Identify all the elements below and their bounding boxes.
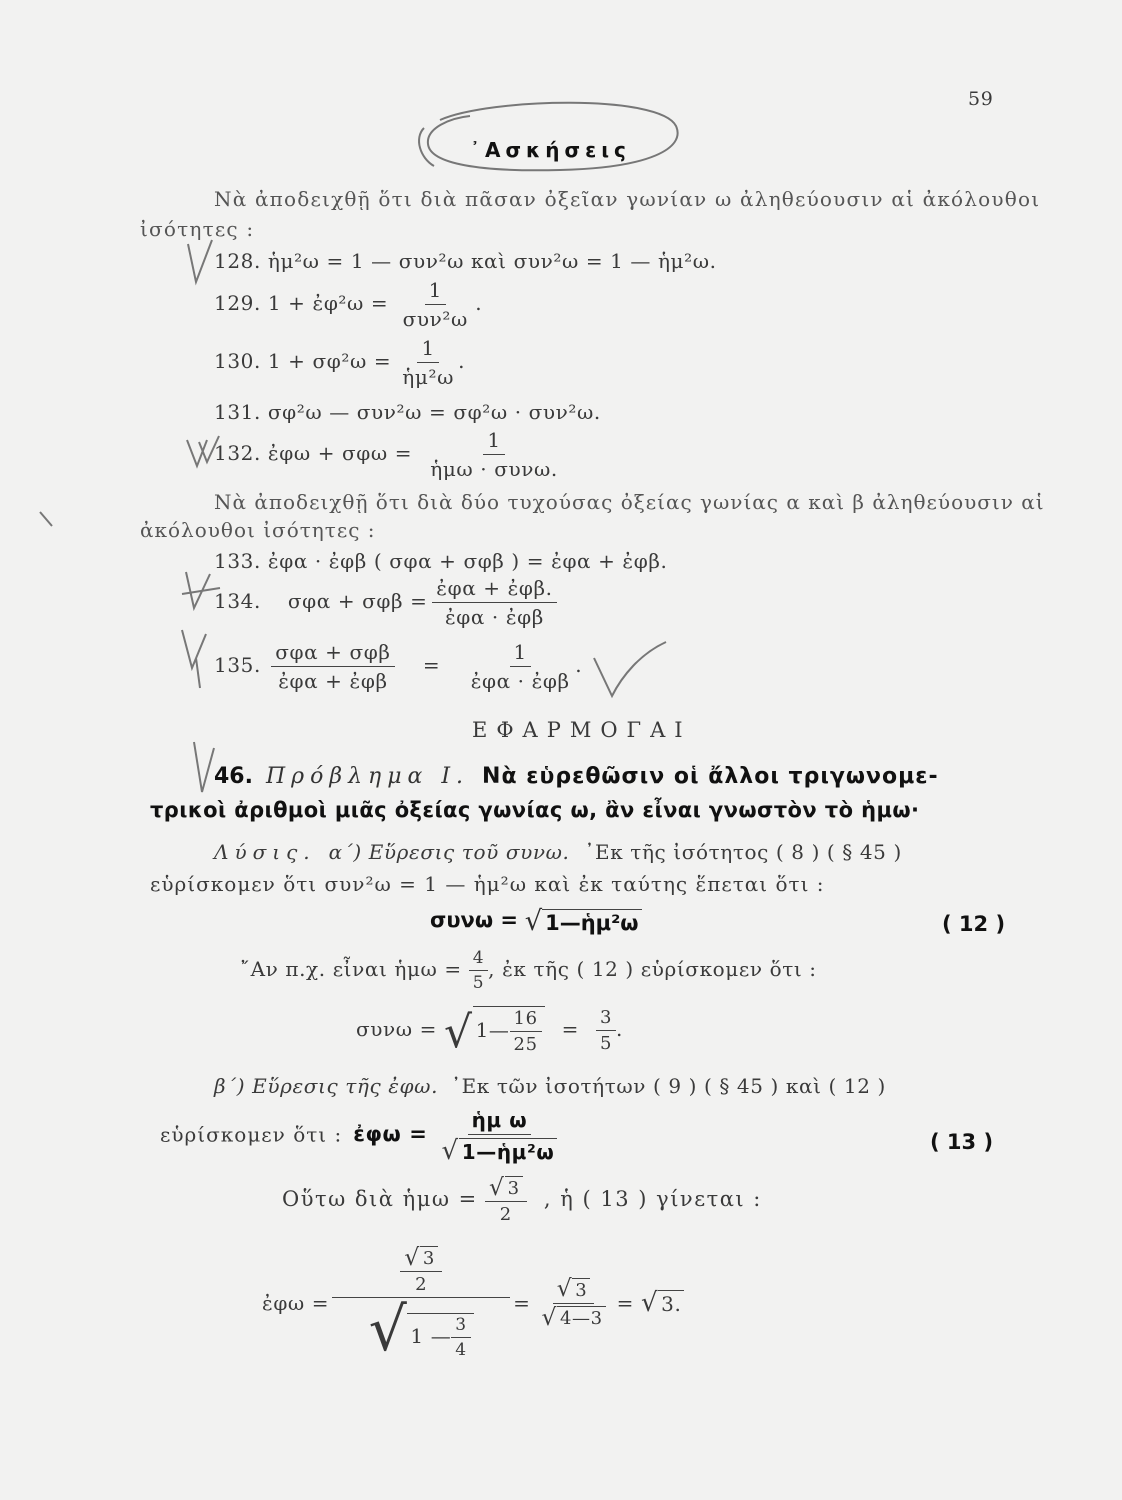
subsection-a-text: ᾿Εκ τῆς ἰσότητος ( 8 ) ( § 45 ) [584, 840, 902, 864]
period: . [575, 653, 583, 677]
radical-sign: √ [443, 1007, 473, 1058]
intro-text-2b: ἀκόλουθοι ἰσότητες : [140, 518, 376, 542]
pencil-stroke [38, 510, 58, 530]
denominator: ἐφα · ἐφβ [444, 605, 544, 629]
fraction-right [465, 640, 575, 693]
fraction [510, 1008, 542, 1055]
intro-text-1: Νὰ ἀποδειχθῇ ὅτι διὰ πᾶσαν ὀξεῖαν γωνίαν ω ἀληθεύουσιν αἱ ἀκόλουθοι [214, 187, 1041, 211]
numerator: ἐφα + ἐφβ. [432, 576, 556, 603]
radical-sign: √ [541, 1302, 557, 1331]
pencil-checkmark [176, 628, 216, 690]
radicand-one: 1 — [410, 1324, 452, 1349]
square-root [556, 1274, 591, 1303]
exercise-label: 129. 1 + ἐφ²ω = [214, 291, 389, 315]
pencil-checkmark [185, 432, 225, 472]
subsection-a-head: α΄) Εὕρεσις τοῦ συνω. [328, 840, 570, 864]
square-root [443, 1006, 545, 1058]
final-lhs: ἐφω = [262, 1291, 330, 1316]
exercise-135 [214, 640, 582, 693]
square-root [404, 1243, 438, 1271]
exercise-131: 131. σφ²ω — συν²ω = σφ²ω · συν²ω. [214, 400, 601, 424]
denominator: 5 [599, 1033, 613, 1054]
fraction-result [596, 1007, 616, 1054]
substitution-line [282, 1173, 762, 1226]
numerator: 3 [451, 1315, 470, 1338]
radicand: 3 [505, 1176, 523, 1199]
example-line [240, 948, 817, 993]
square-root [489, 1173, 523, 1201]
intro-text-1b: ἰσότητες : [140, 217, 255, 241]
exercise-label: 134. [214, 589, 261, 613]
radicand [407, 1313, 473, 1360]
denominator [365, 1295, 478, 1366]
exercise-label: 132. ἐφω + σφω = [214, 441, 413, 465]
radicand: 1—ἡμ²ω [542, 909, 641, 935]
example-text: ῎Αν π.χ. εἶναι ἡμω = [240, 957, 462, 981]
substitution-text: Οὕτω διὰ ἡμω = [282, 1187, 478, 1212]
equals: = [616, 1291, 634, 1316]
exercise-label: 130. 1 + σφ²ω = [214, 349, 392, 373]
denominator: 5 [472, 973, 485, 993]
calculation-sqrt [356, 1006, 623, 1058]
fraction [434, 576, 554, 629]
calc-lhs: συνω = [356, 1017, 437, 1041]
square-root [441, 1135, 558, 1166]
exercise-130 [214, 336, 465, 389]
exercise-129 [214, 278, 482, 331]
numerator: 1 [510, 640, 531, 667]
final-formula [262, 1243, 684, 1366]
applications-title: ΕΦΑΡΜΟΓΑΙ [472, 718, 692, 742]
radicand: 4—3 [557, 1306, 606, 1329]
formula-13-line [160, 1108, 564, 1164]
inner-fraction [400, 1243, 442, 1296]
fraction-left [268, 640, 398, 693]
fraction [434, 1108, 564, 1164]
fraction [451, 1315, 470, 1360]
numerator: ἡμ ω [468, 1108, 532, 1135]
radicand: 3 [420, 1246, 438, 1269]
equation-tag-12: ( 12 ) [942, 912, 1006, 936]
square-root [541, 1302, 605, 1331]
square-root [525, 908, 642, 935]
numerator: 16 [510, 1008, 542, 1032]
solution-line-a1 [214, 840, 902, 864]
radicand: 3. [658, 1290, 684, 1316]
equals: = [513, 1291, 531, 1316]
radical-sign: √ [640, 1288, 659, 1319]
denominator [438, 1135, 562, 1164]
denominator: ἐφα + ἐφβ [278, 669, 388, 693]
exercise-133: 133. ἐφα · ἐφβ ( σφα + σφβ ) = ἐφα + ἐφβ. [214, 549, 668, 573]
numerator: 4 [469, 948, 488, 971]
formula-lhs: ἐφω = [353, 1122, 428, 1147]
example-text-2: , ἐκ τῆς ( 12 ) εὑρίσκομεν ὅτι : [488, 957, 817, 981]
fraction [469, 948, 488, 993]
square-root [368, 1295, 474, 1366]
intro-text-2: Νὰ ἀποδειχθῇ ὅτι διὰ δύο τυχούσας ὀξείας γωνίας α καὶ β ἀληθεύουσιν αἱ [214, 490, 1045, 514]
page-number: 59 [968, 88, 994, 110]
radicand: 1—ἡμ²ω [459, 1138, 558, 1164]
radicand: 3 [572, 1278, 590, 1301]
problem-number: 46. [214, 764, 253, 789]
numerator: 3 [596, 1007, 616, 1031]
denominator: 2 [499, 1204, 512, 1226]
numerator: 1 [417, 336, 438, 363]
denominator: ἡμω · συνω. [430, 457, 558, 481]
radical-sign: √ [441, 1135, 459, 1166]
denominator: ἡμ²ω [402, 365, 455, 389]
denominator: 25 [513, 1034, 538, 1055]
period: . [616, 1017, 623, 1041]
pencil-checkmark [590, 640, 670, 700]
left-hand-side: σφα + σφβ = [287, 589, 428, 613]
numerator [553, 1274, 595, 1303]
radicand-one: 1— [475, 1018, 510, 1042]
radical-sign: √ [556, 1274, 573, 1303]
problem-text-1: Νὰ εὑρεθῶσιν οἱ ἄλλοι τριγωνομε- [482, 764, 939, 789]
solution-line-b1 [214, 1074, 886, 1098]
fraction [398, 336, 458, 389]
numerator: σφα + σφβ [271, 640, 394, 667]
solution-text-b2: εὑρίσκομεν ὅτι : [160, 1122, 343, 1147]
fraction [419, 428, 569, 481]
denominator: συν²ω [402, 307, 468, 331]
fraction [485, 1173, 527, 1226]
solution-label: Λύσις. [214, 840, 316, 864]
square-root [640, 1288, 684, 1319]
equals: = [561, 1017, 579, 1041]
formula-12 [430, 908, 642, 935]
solution-line-a2: εὑρίσκομεν ὅτι συν²ω = 1 — ἡμ²ω καὶ ἐκ ταύτης ἕπεται ὅτι : [150, 872, 825, 896]
equation-tag-13: ( 13 ) [930, 1130, 994, 1154]
denominator [537, 1304, 609, 1329]
radical-sign: √ [524, 906, 543, 937]
compound-fraction [336, 1243, 506, 1366]
radical-sign: √ [368, 1295, 408, 1366]
numerator [332, 1243, 510, 1298]
exercise-128: 128. ἡμ²ω = 1 — συν²ω καὶ συν²ω = 1 — ἡμ²ω. [214, 249, 717, 273]
numerator: 1 [483, 428, 504, 455]
exercise-label: 135. [214, 653, 261, 677]
subsection-b-text: ᾿Εκ τῶν ἰσοτήτων ( 9 ) ( § 45 ) καὶ ( 12 ) [451, 1074, 886, 1098]
numerator [485, 1173, 527, 1202]
problem-label: Πρόβλημα Ι. [265, 764, 470, 789]
denominator: 2 [415, 1274, 428, 1296]
problem-line-2: τρικοὶ ἀριθμοὶ μιᾶς ὀξείας γωνίας ω, ἂν εἶναι γνωστὸν τὸ ἡμω· [150, 798, 920, 822]
radical-sign: √ [404, 1243, 420, 1271]
problem-line-1 [214, 764, 939, 789]
period: . [475, 291, 483, 315]
exercise-134 [214, 576, 554, 629]
radicand [473, 1006, 545, 1055]
section-title: ᾿Ασκήσεις [470, 138, 631, 162]
pencil-checkmark [186, 238, 216, 288]
exercise-132 [214, 428, 569, 481]
denominator: ἐφα · ἐφβ [470, 669, 570, 693]
denominator: 4 [455, 1340, 467, 1361]
radical-sign: √ [489, 1173, 505, 1201]
pencil-checkmark [180, 570, 224, 614]
period: . [458, 349, 466, 373]
subsection-b-head: β΄) Εὕρεσις τῆς ἐφω. [214, 1074, 439, 1098]
numerator [400, 1243, 442, 1272]
fraction [395, 278, 475, 331]
formula-lhs: συνω = [430, 908, 518, 933]
substitution-text-2: , ἡ ( 13 ) γίνεται : [543, 1187, 762, 1212]
fraction [537, 1274, 609, 1331]
numerator: 1 [425, 278, 446, 305]
equals: = [422, 653, 441, 677]
